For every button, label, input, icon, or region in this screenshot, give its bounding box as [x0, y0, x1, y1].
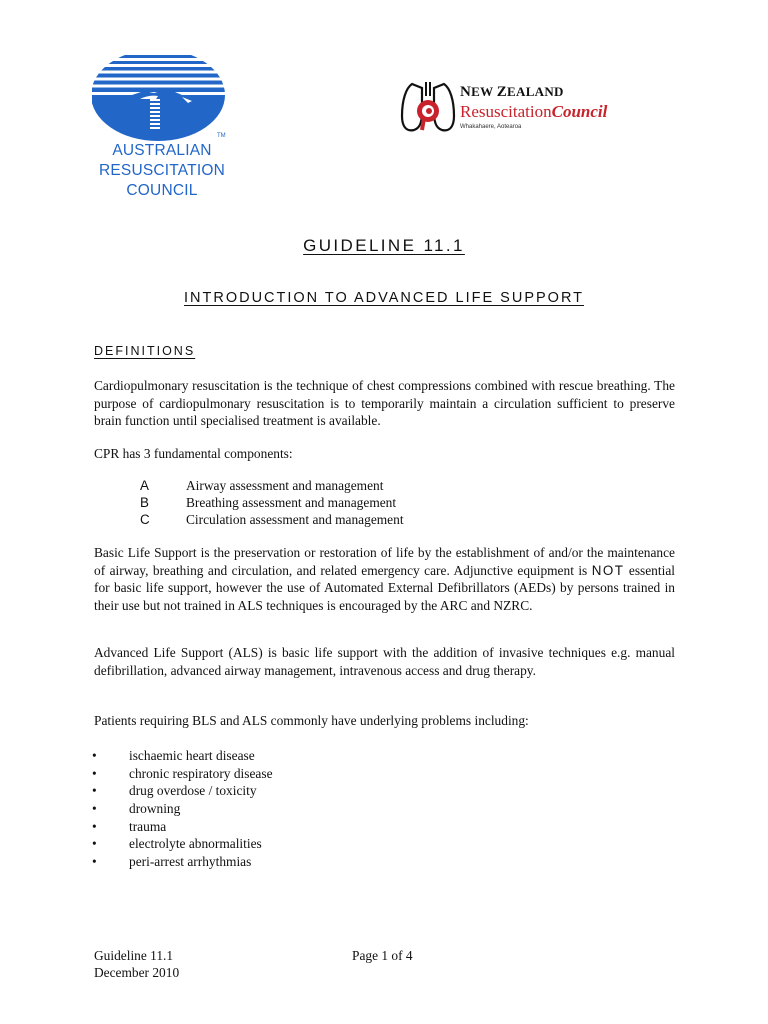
component-text: Breathing assessment and management [186, 495, 397, 510]
arc-logo [92, 55, 232, 203]
nzrc-tagline: Whakahaere, Aotearoa [460, 124, 522, 130]
guideline-title: GUIDELINE 11.1 [303, 236, 465, 255]
cpr-definition-paragraph: Cardiopulmonary resuscitation is the technique of chest compressions combined with rescue breathing. The purpose of cardiopulmonary resuscitation is to temporarily maintain a circulation sufficient to preserve brain function until specialised treatment is available. [94, 378, 675, 429]
lungs-heart-icon [398, 78, 458, 138]
component-letter: C [140, 512, 150, 527]
arc-sun-emblem-icon [92, 55, 232, 141]
page-title: INTRODUCTION TO ADVANCED LIFE SUPPORT [183, 290, 585, 306]
arc-line-1: AUSTRALIAN [112, 142, 212, 159]
arc-name [92, 141, 232, 201]
nzrc-country: NEW ZEALAND [460, 84, 564, 100]
component-letter: A [140, 478, 149, 493]
nzrc-name: ResuscitationCouncil [460, 102, 608, 121]
component-letter: B [140, 495, 149, 510]
underlying-problems-intro: Patients requiring BLS and ALS commonly have underlying problems including: [94, 713, 529, 728]
arc-line-2: RESUSCITATION [98, 162, 226, 179]
arc-line-3: COUNCIL [126, 182, 198, 199]
definitions-heading: DEFINITIONS [94, 344, 196, 358]
component-text: Airway assessment and management [186, 478, 384, 493]
footer-guideline: Guideline 11.1 [94, 948, 174, 963]
als-definition-paragraph: Advanced Life Support (ALS) is basic life support with the addition of invasive techniques e.g. manual defibrillation, advanced airway management, intravenous access and drug therapy. [94, 645, 675, 678]
cpr-components-intro: CPR has 3 fundamental components: [94, 446, 293, 461]
bls-definition-paragraph: Basic Life Support is the preservation or restoration of life by the establishment of and/or the maintenance of airway, breathing and circulation, and related emergency care. Adjunctive equipment is NOT essential for basic life support, however the use of Automated External Defibrillators (AEDs) by persons trained in their use but not trained in ALS techniques is encouraged by the ARC and NZRC. [94, 545, 675, 613]
component-text: Circulation assessment and management [186, 512, 404, 527]
nzrc-logo [398, 78, 678, 138]
footer-date: December 2010 [94, 965, 180, 980]
footer-page-number: Page 1 of 4 [352, 948, 413, 963]
not-emphasis: NOT [591, 562, 625, 578]
arc-tm-mark: TM [217, 133, 226, 139]
